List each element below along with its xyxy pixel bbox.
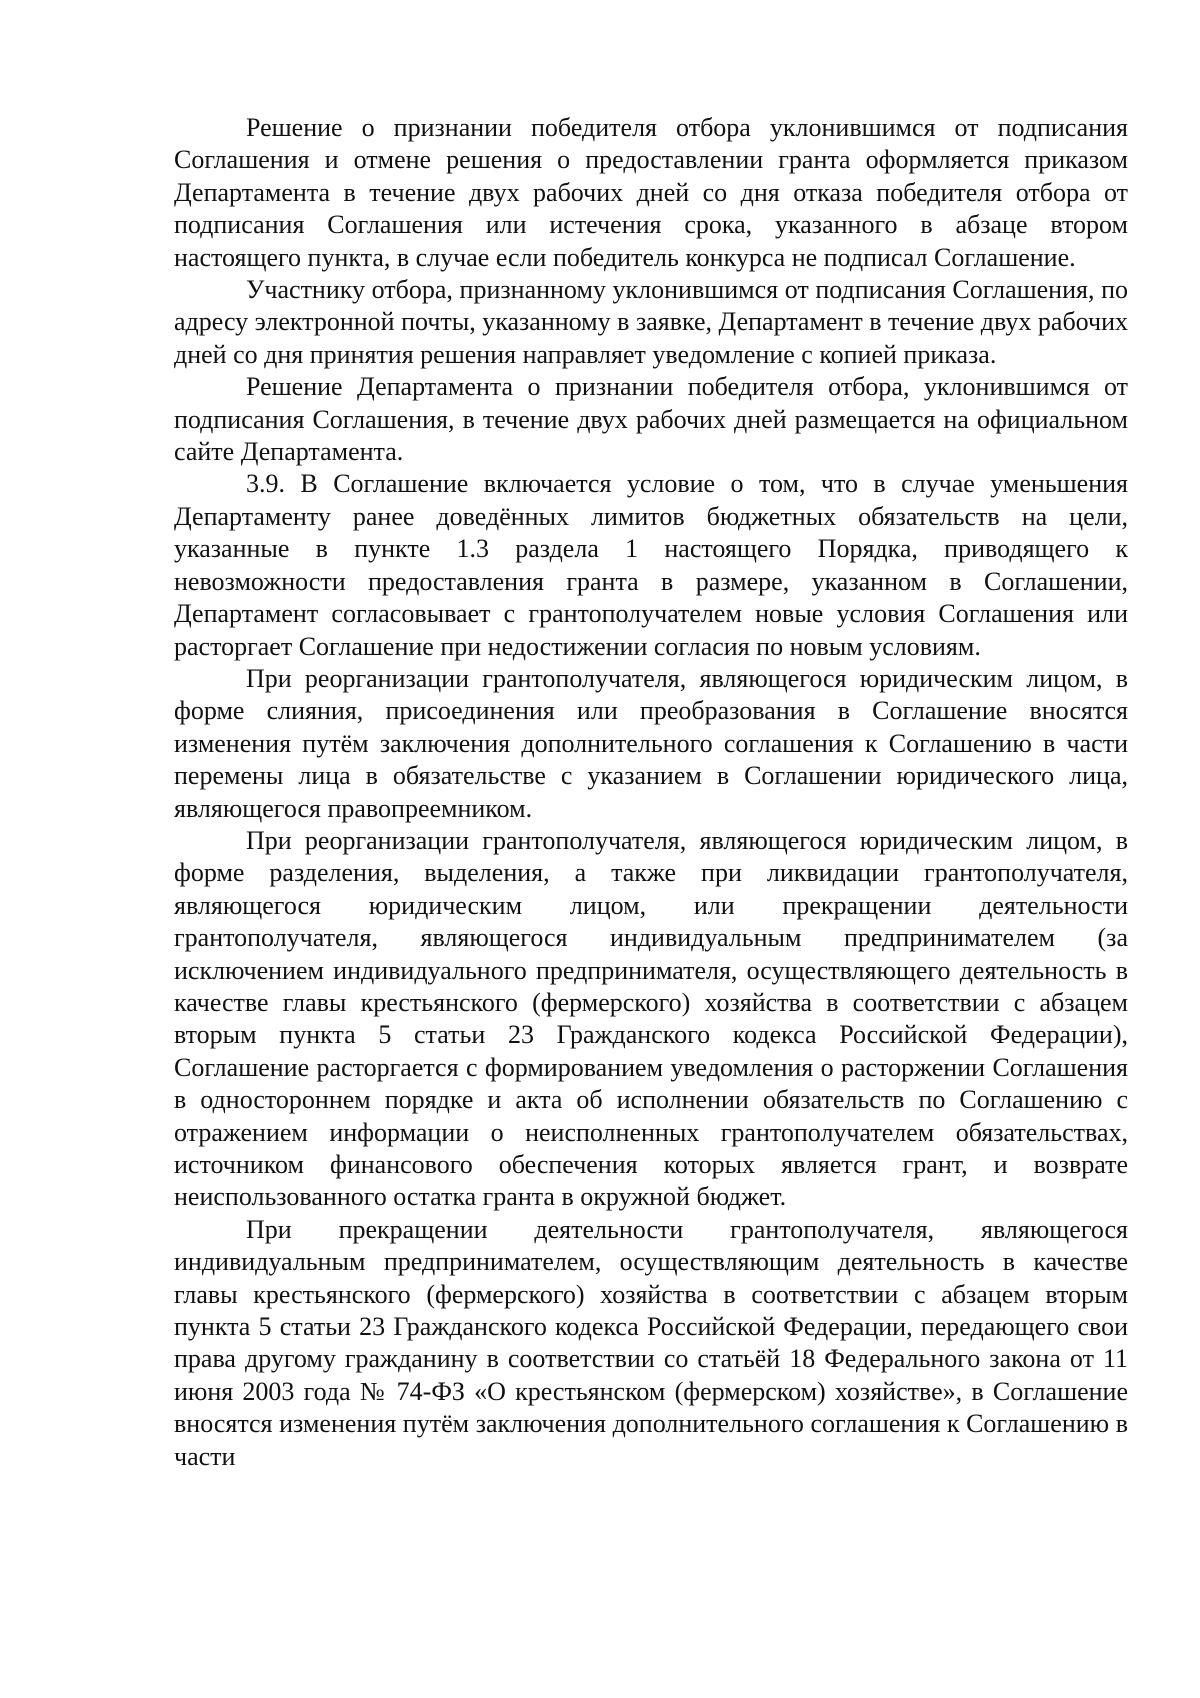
- document-page: [174, 112, 1128, 1473]
- paragraph-farm-termination: При прекращении деятельности грантополучателя, являющегося индивидуальным предпринимателем, осуществляющим деятельность в качестве главы крестьянского (фермерского) хозяйства в соответствии с абзацем вторым пункта 5 статьи 23 Гражданского кодекса Российской Федерации, передающего свои права другому гражданину в соответствии со статьёй 18 Федерального закона от 11 июня 2003 года № 74-ФЗ «О крестьянском (фермерском) хозяйстве», в Соглашение вносятся изменения путём заключения дополнительного соглашения к Соглашению в части: [174, 1214, 1128, 1471]
- paragraph-reorganization-merger: При реорганизации грантополучателя, являющегося юридическим лицом, в форме слияния, присоединения или преобразования в Соглашение вносятся изменения путём заключения дополнительного соглашения к Соглашению в части перемены лица в обязательстве с указанием в Соглашении юридического лица, являющегося правопреемником.: [174, 663, 1128, 823]
- paragraph-participant-notice: Участнику отбора, признанному уклонившимся от подписания Соглашения, по адресу электронной почты, указанному в заявке, Департамент в течение двух рабочих дней со дня принятия решения направляет уведомление с копией приказа.: [174, 275, 1128, 369]
- paragraph-evasion-decision: Решение о признании победителя отбора уклонившимся от подписания Соглашения и отмене решения о предоставлении гранта оформляется приказом Департамента в течение двух рабочих дней со дня отказа победителя отбора от подписания Соглашения или истечения срока, указанного в абзаце втором настоящего пункта, в случае если победитель конкурса не подписал Соглашение.: [174, 113, 1128, 272]
- paragraph-decision-publication: Решение Департамента о признании победителя отбора, уклонившимся от подписания Соглашения, в течение двух рабочих дней размещается на официальном сайте Департамента.: [174, 372, 1128, 467]
- paragraph-section-3-9: 3.9. В Соглашение включается условие о том, что в случае уменьшения Департаменту ранее доведённых лимитов бюджетных обязательств на цели, указанные в пункте 1.3 раздела 1 настоящего Порядка, приводящего к невозможности предоставления гранта в размере, указанном в Соглашении, Департамент согласовывает с грантополучателем новые условия Соглашения или расторгает Соглашение при недостижении согласия по новым условиям.: [174, 469, 1128, 661]
- paragraph-reorganization-division: При реорганизации грантополучателя, являющегося юридическим лицом, в форме разделения, выделения, а также при ликвидации грантополучателя, являющегося юридическим лицом, или прекращении деятельности грантополучателя, являющегося индивидуальным предпринимателем (за исключением индивидуального предпринимателя, осуществляющего деятельность в качестве главы крестьянского (фермерского) хозяйства в соответствии с абзацем вторым пункта 5 статьи 23 Гражданского кодекса Российской Федерации), Соглашение расторгается с формированием уведомления о расторжении Соглашения в одностороннем порядке и акта об исполнении обязательств по Соглашению с отражением информации о неисполненных грантополучателем обязательствах, источником финансового обеспечения которых является грант, и возврате неиспользованного остатка гранта в окружной бюджет.: [174, 825, 1128, 1212]
